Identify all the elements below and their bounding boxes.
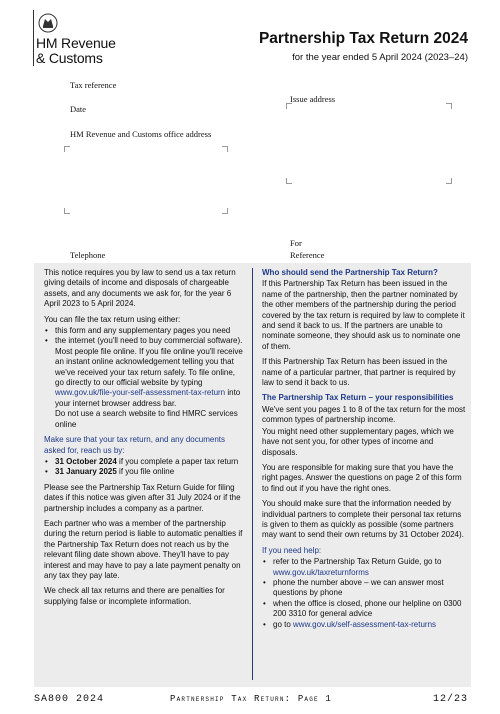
list-item <box>44 326 246 336</box>
website-help: go to <box>273 619 294 629</box>
online-deadline: 31 January 2025 <box>55 467 117 477</box>
file-online-link[interactable]: www.gov.uk/file-your-self-assessment-tax-return <box>55 388 226 398</box>
left-column <box>44 268 246 612</box>
pages-sent-paragraph: We've sent you pages 1 to 8 of the tax return for the most common types of partnership income. <box>262 404 466 425</box>
penalties-paragraph: Each partner who was a member of the partnership during the return period is liable to automatic penalties if the Partnership Tax Return does not reach us by the relevant filing date shown above. They'll have to pay interest and may have to pay a late payment penalty on any tax they pay late. <box>44 518 243 580</box>
paper-form-option: this form and any supplementary pages you need <box>55 326 231 336</box>
form-version: 12/23 <box>432 694 468 705</box>
tax-return-forms-link[interactable]: www.gov.uk/taxreturnforms <box>273 567 369 577</box>
form-subtitle: for the year ended 5 April 2024 (2023–24) <box>292 52 468 63</box>
corner-mark <box>286 178 292 184</box>
partnership-name-paragraph: If this Partnership Tax Return has been issued in the name of the partnership, then the partner nominated by the other members of the partnership during the period covered by the tax return is required by law to complete it and send it back to us. If the partners are unable to nominate someone, they should ask us to nominate one of them. <box>262 279 465 351</box>
who-should-send-heading: Who should send the Partnership Tax Return? <box>262 268 438 277</box>
form-code: SA800 2024 <box>34 694 105 705</box>
list-item <box>262 578 467 599</box>
list-item <box>44 457 246 467</box>
online-option-after: into your internet browser address bar. <box>55 388 241 408</box>
logo-rule <box>33 10 34 66</box>
issue-address-label: Issue address <box>290 94 336 104</box>
logo-line-1: HM Revenue <box>36 35 116 51</box>
partner-name-paragraph: If this Partnership Tax Return has been issued in the name of a particular partner, that partner is required by law to send it back to us. <box>262 357 456 388</box>
online-deadline-text: if you file online <box>116 467 175 477</box>
logo-line-2: & Customs <box>36 50 103 66</box>
corner-mark <box>64 146 70 152</box>
corner-mark <box>446 178 452 184</box>
deadline-list <box>44 457 246 478</box>
paper-deadline: 31 October 2024 <box>55 456 117 466</box>
list-item <box>44 467 246 477</box>
column-divider <box>252 268 253 680</box>
guide-help: refer to the Partnership Tax Return Guide, go to <box>273 557 442 567</box>
help-list <box>262 557 467 630</box>
paper-deadline-text: if you complete a paper tax return <box>116 456 239 466</box>
list-item <box>262 557 467 578</box>
form-title: Partnership Tax Return 2024 <box>258 30 468 47</box>
notice-paragraph: This notice requires you by law to send us a tax return giving details of income and disposals of chargeable assets, and any documents we ask for, for the year 6 April 2023 to 5 April 2024. <box>44 268 236 309</box>
corner-mark <box>446 103 452 109</box>
for-label: For <box>290 238 302 248</box>
corner-mark <box>286 103 292 109</box>
reference-label: Reference <box>290 250 325 260</box>
deadline-heading: Make sure that your tax return, and any documents asked for, reach us by: <box>44 435 225 455</box>
hmrc-logo <box>36 36 116 66</box>
corner-mark <box>222 208 228 214</box>
tax-reference-label: Tax reference <box>70 80 117 90</box>
filing-methods-list <box>44 326 246 430</box>
office-address-label: HM Revenue and Customs office address <box>70 129 212 139</box>
corner-mark <box>64 208 70 214</box>
list-item <box>262 620 467 630</box>
right-column <box>262 268 467 635</box>
list-item <box>262 599 467 620</box>
list-item <box>44 336 246 430</box>
date-label: Date <box>70 104 87 114</box>
search-warning: Do not use a search website to find HMRC services online <box>55 409 238 429</box>
guide-paragraph: Please see the Partnership Tax Return Guide for filing dates if this notice was given after 31 July 2024 or if the partnership includes a company as a partner. <box>44 482 241 513</box>
partner-info-paragraph: You should make sure that the information needed by individual partners to complete their personal tax returns is given to them as quickly as possible (some partners may want to send their own returns by 31 October 2024). <box>262 499 464 540</box>
telephone-label: Telephone <box>70 250 106 260</box>
corner-mark <box>222 146 228 152</box>
online-option: the internet (you'll need to buy commercial software). Most people file online. If you file online you'll receive an instant online acknowledgement telling you that we've received your tax return safely. To file online, go directly to our official website by typing <box>55 336 243 388</box>
responsibilities-heading: The Partnership Tax Return – your responsibilities <box>262 393 454 403</box>
help-heading: If you need help: <box>262 545 322 555</box>
supplementary-paragraph: You might need other supplementary pages, which we have not sent you, for other types of income and disposals. <box>262 426 454 457</box>
helpline-help: when the office is closed, phone our helpline on 0300 200 3310 for general advice <box>273 598 462 619</box>
self-assessment-link[interactable]: www.gov.uk/self-assessment-tax-returns <box>293 619 437 629</box>
checks-paragraph: We check all tax returns and there are penalties for supplying false or incomplete information. <box>44 586 225 606</box>
page-label: Partnership Tax Return: Page 1 <box>170 694 333 704</box>
phone-help: phone the number above – we can answer most questions by phone <box>273 577 444 598</box>
right-pages-paragraph: You are responsible for making sure that you have the right pages. Answer the questions on page 2 of this form to find out if you have the right ones. <box>262 462 462 493</box>
filing-methods-intro: You can file the tax return using either: <box>44 314 181 324</box>
royal-crest-icon <box>38 12 58 34</box>
